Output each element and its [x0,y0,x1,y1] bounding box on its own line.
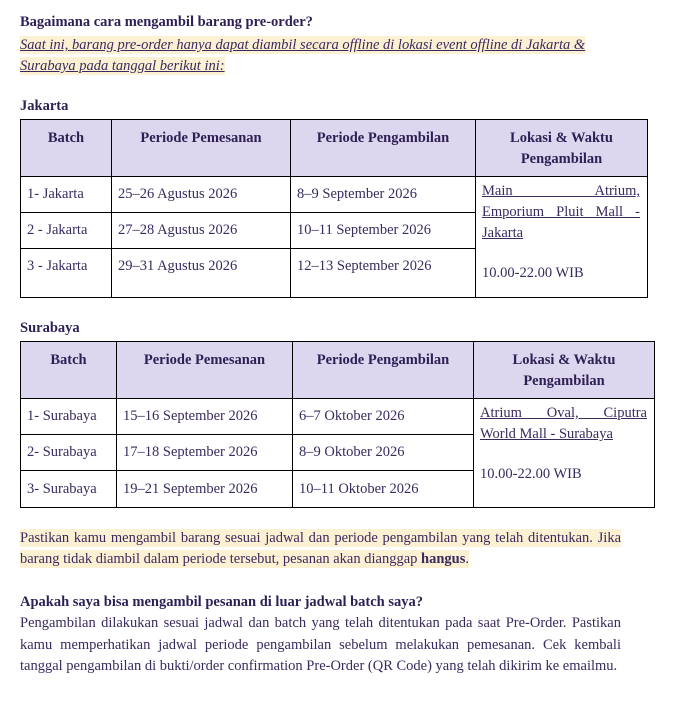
jakarta-location-line1[interactable]: Main Atrium, [482,183,640,199]
pengambilan-cell: 10–11 Oktober 2026 [293,471,474,508]
surabaya-location-line2[interactable]: World Mall - Surabaya [480,426,613,442]
surabaya-pickup-time: 10.00-22.00 WIB [480,466,582,482]
header-lokasi-waktu [476,120,648,177]
intro-text [20,35,621,77]
pengambilan-cell: 12–13 September 2026 [291,249,476,298]
question-outside-schedule-heading: Apakah saya bisa mengambil pesanan di luar jadwal batch saya? [20,594,424,610]
pengambilan-cell: 6–7 Oktober 2026 [293,399,474,435]
batch-cell: 1- Surabaya [21,399,117,435]
batch-cell: 2 - Jakarta [21,213,112,249]
jakarta-location-line2[interactable]: Emporium Pluit Mall - [482,204,640,220]
table-row [21,177,648,213]
notice-highlight [20,529,621,568]
batch-cell: 1- Jakarta [21,177,112,213]
jakarta-header-row [21,120,648,177]
pemesanan-cell: 19–21 September 2026 [117,471,293,508]
table-row [21,399,655,435]
notice-hangus: hangus [421,551,466,567]
pemesanan-cell: 15–16 September 2026 [117,399,293,435]
pengambilan-cell: 8–9 Oktober 2026 [293,435,474,471]
intro-highlight: Saat ini, barang pre-order hanya dapat diambil secara offline di lokasi event offline di Jakarta & Surabaya pada tanggal berikut ini: [20,37,586,74]
pengambilan-cell: 10–11 September 2026 [291,213,476,249]
header-batch: Batch [21,120,112,177]
header-lokasi-line2: Pengambilan [523,373,605,389]
header-lokasi-line1: Lokasi & Waktu [512,352,616,368]
surabaya-location-cell [474,399,655,508]
jakarta-pickup-time: 10.00-22.00 WIB [482,265,584,281]
header-lokasi-waktu [474,342,655,399]
header-lokasi-line2: Pengambilan [520,151,603,167]
question-pickup-heading: Bagaimana cara mengambil barang pre-order? [20,14,313,30]
jakarta-location-line3[interactable]: Jakarta [482,225,524,241]
pemesanan-cell: 25–26 Agustus 2026 [112,177,291,213]
surabaya-heading: Surabaya [20,320,80,336]
surabaya-location-line1[interactable]: Atrium Oval, Ciputra [480,405,647,421]
jakarta-location-cell [476,177,648,298]
header-periode-pengambilan: Periode Pengambilan [291,120,476,177]
header-batch: Batch [21,342,117,399]
pemesanan-cell: 17–18 September 2026 [117,435,293,471]
surabaya-schedule-table [20,341,655,508]
pengambilan-cell: 8–9 September 2026 [291,177,476,213]
batch-cell: 3- Surabaya [21,471,117,508]
answer-outside-schedule: Pengambilan dilakukan sesuai jadwal dan batch yang telah ditentukan pada saat Pre-Order. Pastikan kamu memperhatikan jadwal periode pengambilan sebelum melakukan pemesanan. Cek kembali tanggal pengambilan di bukti/order confirmation Pre-Order (QR Code) yang telah dikirim ke emailmu. [20,615,621,674]
header-periode-pengambilan: Periode Pengambilan [293,342,474,399]
surabaya-header-row [21,342,655,399]
jakarta-heading: Jakarta [20,98,69,114]
batch-cell: 2- Surabaya [21,435,117,471]
pemesanan-cell: 27–28 Agustus 2026 [112,213,291,249]
header-periode-pemesanan: Periode Pemesanan [112,120,291,177]
batch-cell: 3 - Jakarta [21,249,112,298]
notice-text: Pastikan kamu mengambil barang sesuai jadwal dan periode pengambilan yang telah ditentukan. Jika barang tidak diambil dalam periode tersebut, pesanan akan dianggap [20,530,621,567]
pemesanan-cell: 29–31 Agustus 2026 [112,249,291,298]
pickup-notice [20,528,621,570]
jakarta-schedule-table [20,119,648,298]
notice-end: . [465,551,469,567]
header-lokasi-line1: Lokasi & Waktu [510,130,613,146]
header-periode-pemesanan: Periode Pemesanan [117,342,293,399]
